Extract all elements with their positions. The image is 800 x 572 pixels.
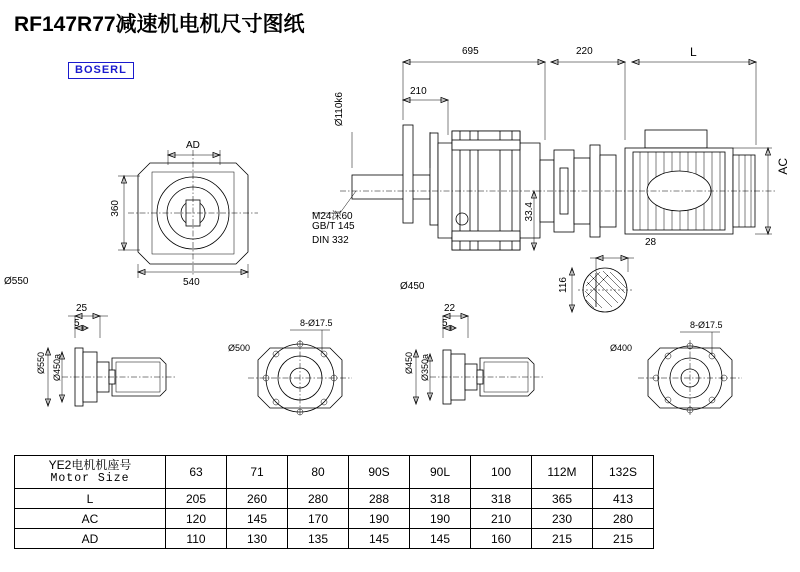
table-cell: 280 [288,489,349,509]
table-size-cell: 63 [166,456,227,489]
thread-spec-1: M24深60 [312,211,353,222]
table-cell: 145 [410,529,471,549]
table-cell: 110 [166,529,227,549]
table-cell: 190 [349,509,410,529]
bolt-right: 8-Ø17.5 [690,320,723,330]
dim-d450a-v: Ø450a [52,354,62,382]
dim-28: 28 [645,237,657,248]
dim-540: 540 [183,277,200,288]
dim-360: 360 [110,200,121,217]
table-cell: 288 [349,489,410,509]
dim-210: 210 [410,86,427,97]
table-row-label: AC [15,509,166,529]
dim-5-right: 5 [442,318,448,329]
bolt-left: 8-Ø17.5 [300,318,333,328]
dim-d350a-v: Ø350a [420,354,430,382]
table-size-cell: 100 [471,456,532,489]
table-cell: 215 [532,529,593,549]
dim-d500: Ø500 [228,343,251,353]
table-row [15,456,654,489]
table-size-cell: 80 [288,456,349,489]
table-cell: 120 [166,509,227,529]
dim-220: 220 [576,46,593,57]
thread-spec-2: GB/T 145 [312,221,355,232]
table-cell: 130 [227,529,288,549]
table-cell: 205 [166,489,227,509]
dim-d400: Ø400 [610,343,633,353]
table-cell: 210 [471,509,532,529]
table-cell: 170 [288,509,349,529]
brand-logo: BOSERL [68,62,134,79]
table-cell: 145 [349,529,410,549]
dim-5-left: 5 [74,318,80,329]
table-header-label-cn: YE2电机机座号 [48,458,132,472]
table-size-cell: 90S [349,456,410,489]
table-size-cell: 71 [227,456,288,489]
motor-size-table [14,455,654,549]
dim-d110k6: Ø110k6 [334,92,345,127]
table-cell: 160 [471,529,532,549]
table-row [15,509,654,529]
dim-116: 116 [558,277,569,293]
table-cell: 280 [593,509,654,529]
dim-AC: AC [776,158,790,175]
table-size-cell: 112M [532,456,593,489]
dim-d550: Ø550 [4,276,29,287]
table-cell: 260 [227,489,288,509]
page-title: RF147R77减速机电机尺寸图纸 [14,13,305,36]
table-cell: 318 [410,489,471,509]
dim-695: 695 [462,46,479,57]
table-size-cell: 132S [593,456,654,489]
dim-22: 22 [444,303,456,314]
dim-AD: AD [186,140,200,151]
dim-d450-mid: Ø450 [400,281,425,292]
table-size-cell: 90L [410,456,471,489]
table-row-label: AD [15,529,166,549]
table-cell: 318 [471,489,532,509]
table-cell: 215 [593,529,654,549]
dim-25: 25 [76,303,88,314]
table-header-label-en: Motor Size [50,472,130,485]
table-cell: 365 [532,489,593,509]
table-row-label: L [15,489,166,509]
table-header-label [15,456,166,489]
table-cell: 230 [532,509,593,529]
thread-spec-3: DIN 332 [312,235,349,246]
dim-d450-v: Ø450 [404,352,414,375]
dim-d550-v: Ø550 [36,352,46,375]
dim-L: L [690,45,697,59]
table-cell: 145 [227,509,288,529]
table-row [15,489,654,509]
table-row [15,529,654,549]
table-cell: 135 [288,529,349,549]
table-cell: 190 [410,509,471,529]
table-cell: 413 [593,489,654,509]
dim-33-4: 33.4 [524,202,535,222]
